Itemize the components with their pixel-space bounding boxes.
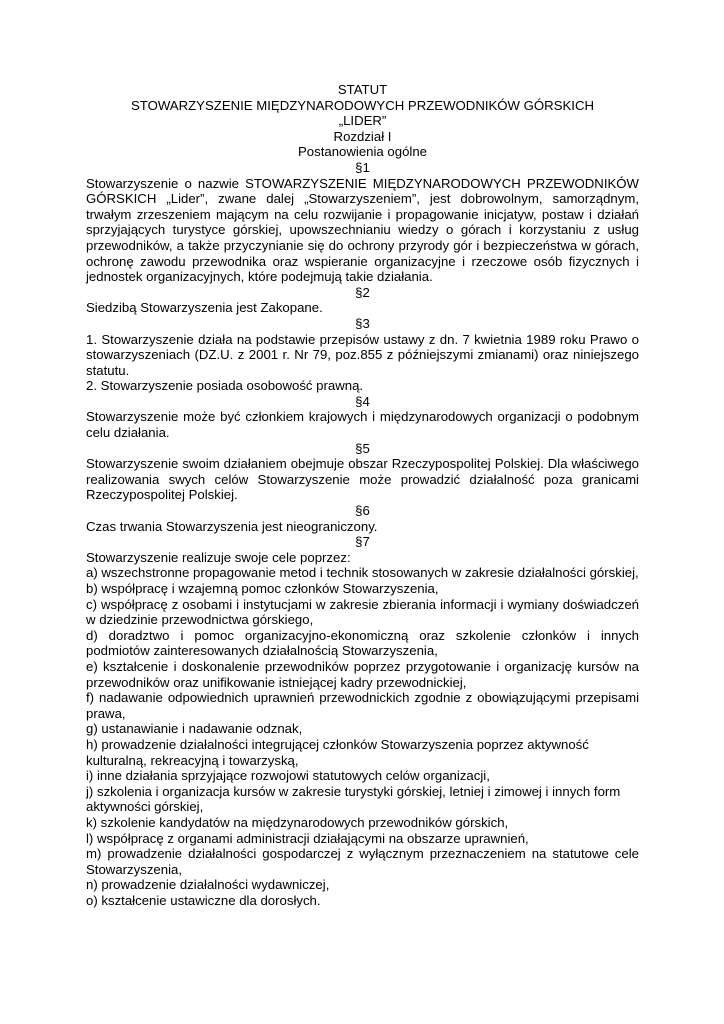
document-page <box>86 82 639 908</box>
section-mark-1: §1 <box>355 159 370 175</box>
section-4-text: Stowarzyszenie może być członkiem krajowych i międzynarodowych organizacji o podobnym celu działania. <box>86 409 639 441</box>
section-mark-2: §2 <box>355 284 370 300</box>
section-5-text: Stowarzyszenie swoim działaniem obejmuje obszar Rzeczypospolitej Polskiej. Dla właściwego realizowania swych celów Stowarzyszenie może prowadzić działalność poza granicami Rzeczypospolitej Polskiej. <box>86 456 639 503</box>
list-item-e: e) kształcenie i doskonalenie przewodników poprzez przygotowanie i organizację kursów na przewodników oraz unifikowanie istniejącej kadry przewodnickiej, <box>86 658 639 690</box>
section-2-text: Siedzibą Stowarzyszenia jest Zakopane. <box>86 300 323 316</box>
list-item-g: g) ustanawianie i nadawanie odznak, <box>86 721 303 737</box>
list-item-j: j) szkolenia i organizacja kursów w zakresie turystyki górskiej, letniej i zimowej i innych form aktywności górskiej, <box>86 783 621 815</box>
chapter-title: Postanowienia ogólne <box>297 144 428 160</box>
list-item-o: o) kształcenie ustawiczne dla dorosłych. <box>86 892 321 908</box>
list-item-l: l) współpracę z organami administracji działającymi na obszarze uprawnień, <box>86 830 529 846</box>
list-item-i: i) inne działania sprzyjające rozwojowi statutowych celów organizacji, <box>86 768 490 784</box>
document-title: STATUT <box>337 82 388 97</box>
list-item-d: d) doradztwo i pomoc organizacyjno-ekonomiczną oraz szkolenie członków i innych podmiotów zainteresowanych działalnością Stowarzyszenia, <box>86 627 639 659</box>
list-item-f: f) nadawanie odpowiednich uprawnień przewodnickich zgodnie z obowiązującymi przepisami prawa, <box>86 690 639 721</box>
section-mark-4: §4 <box>355 393 370 409</box>
section-mark-5: §5 <box>355 440 370 456</box>
organization-short-name: „LIDER” <box>338 113 387 129</box>
list-item-h: h) prowadzenie działalności integrującej członków Stowarzyszenia poprzez aktywność kulturalną, rekreacyjną i towarzyską, <box>86 736 589 768</box>
section-mark-3: §3 <box>355 315 370 331</box>
organization-name: STOWARZYSZENIE MIĘDZYNARODOWYCH PRZEWODNIKÓW GÓRSKICH <box>130 97 595 113</box>
list-item-b: b) współpracę i wzajemną pomoc członków Stowarzyszenia, <box>86 581 439 596</box>
section-mark-6: §6 <box>355 503 370 519</box>
section-7-intro: Stowarzyszenie realizuje swoje cele poprzez: <box>86 549 351 565</box>
section-mark-7: §7 <box>355 534 370 550</box>
chapter-number: Rozdział I <box>333 128 392 144</box>
list-item-k: k) szkolenie kandydatów na międzynarodowych przewodników górskich, <box>86 814 509 830</box>
section-6-text: Czas trwania Stowarzyszenia jest nieograniczony. <box>86 518 378 534</box>
list-item-m: m) prowadzenie działalności gospodarczej z wyłącznym przeznaczeniem na statutowe cele Stowarzyszenia, <box>86 846 639 877</box>
section-3-paragraph-2: 2. Stowarzyszenie posiada osobowość prawną. <box>86 378 364 394</box>
list-item-c: c) współpracę z osobami i instytucjami w zakresie zbierania informacji i wymiany doświadczeń w dziedzinie przewodnictwa górskiego, <box>86 596 639 628</box>
section-1-text: Stowarzyszenie o nazwie STOWARZYSZENIE MIĘDZYNARODOWYCH PRZEWODNIKÓW GÓRSKICH „Lider”, zwane dalej „Stowarzyszeniem”, jest dobrowolnym, samorządnym, trwałym zrzeszeniem mającym na celu rozwijanie i propagowanie inicjatyw, postaw i działań sprzyjających turystyce górskiej, upowszechnianiu wiedzy o górach i korzystaniu z usług przewodników, a także przyczynianie się do ochrony przyrody gór i bezpieczeństwa w górach, ochronę zawodu przewodnika oraz wspieranie organizacyjne i rzeczowe osób fizycznych i jednostek organizacyjnych, które podejmują takie działania. <box>86 175 639 285</box>
list-item-n: n) prowadzenie działalności wydawniczej, <box>86 877 330 893</box>
list-item-a: a) wszechstronne propagowanie metod i technik stosowanych w zakresie działalności górskiej, <box>86 565 639 581</box>
section-3-paragraph-1: 1. Stowarzyszenie działa na podstawie przepisów ustawy z dn. 7 kwietnia 1989 roku Prawo o stowarzyszeniach (DZ.U. z 2001 r. Nr 79, poz.855 z późniejszymi zmianami) oraz niniejszego statutu. <box>86 331 639 378</box>
